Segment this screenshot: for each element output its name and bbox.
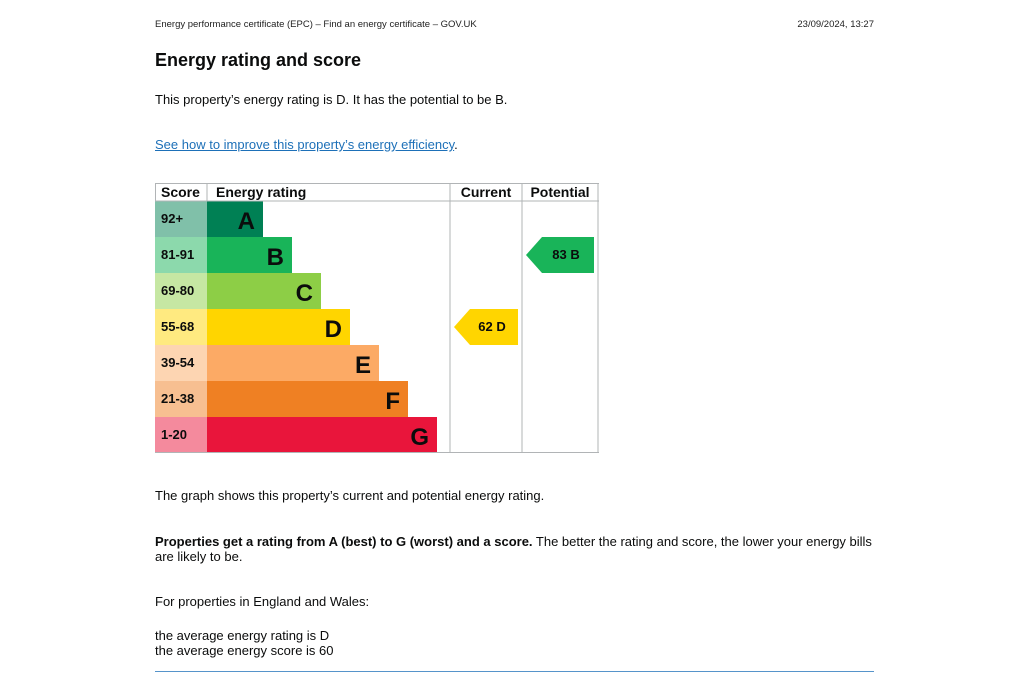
- energy-rating-graph: [155, 183, 599, 453]
- rating-letter-a: A: [237, 208, 255, 235]
- current-rating-label: 62 D: [478, 319, 506, 334]
- improve-efficiency-link[interactable]: See how to improve this property’s energy efficiency: [155, 137, 455, 152]
- energy-rating-svg: [155, 183, 599, 453]
- region-intro: For properties in England and Wales:: [155, 594, 370, 609]
- section-divider: [155, 671, 874, 672]
- rating-explanation-bold: Properties get a rating from A (best) to G (worst) and a score.: [155, 534, 533, 549]
- graph-caption: The graph shows this property’s current and potential energy rating.: [155, 488, 545, 503]
- rating-letter-g: G: [410, 424, 429, 451]
- print-timestamp: 23/09/2024, 13:27: [797, 19, 874, 30]
- current-column-header: Current: [460, 184, 512, 200]
- score-range-f: 21-38: [161, 391, 195, 406]
- rating-bar-e: [207, 345, 379, 381]
- document-title: Energy performance certificate (EPC) – Find an energy certificate – GOV.UK: [155, 19, 477, 30]
- potential-column-header: Potential: [530, 184, 590, 200]
- rating-explanation: [155, 534, 875, 564]
- average-rating: the average energy rating is D: [155, 628, 330, 643]
- score-range-b: 81-91: [161, 247, 195, 262]
- score-range-g: 1-20: [161, 427, 188, 442]
- rating-letter-f: F: [385, 388, 400, 415]
- rating-column-header: Energy rating: [216, 184, 307, 200]
- page-title: Energy rating and score: [155, 50, 362, 70]
- rating-explanation-rest: The better the rating and score, the lower your energy bills are likely to be.: [155, 534, 872, 564]
- score-range-e: 39-54: [161, 355, 195, 370]
- potential-rating-label: 83 B: [552, 247, 580, 262]
- rating-letter-b: B: [266, 244, 284, 271]
- score-range-c: 69-80: [161, 283, 195, 298]
- rating-letter-c: C: [295, 280, 313, 307]
- link-suffix: .: [454, 137, 458, 152]
- score-range-a: 92+: [161, 211, 184, 226]
- rating-letter-d: D: [324, 316, 342, 343]
- rating-bar-f: [207, 381, 408, 417]
- rating-summary: This property’s energy rating is D. It has the potential to be B.: [155, 92, 508, 107]
- score-column-header: Score: [161, 184, 200, 200]
- improve-link-container: [155, 137, 458, 152]
- rating-bar-g: [207, 417, 437, 453]
- average-score: the average energy score is 60: [155, 643, 334, 658]
- score-range-d: 55-68: [161, 319, 195, 334]
- rating-letter-e: E: [354, 352, 371, 379]
